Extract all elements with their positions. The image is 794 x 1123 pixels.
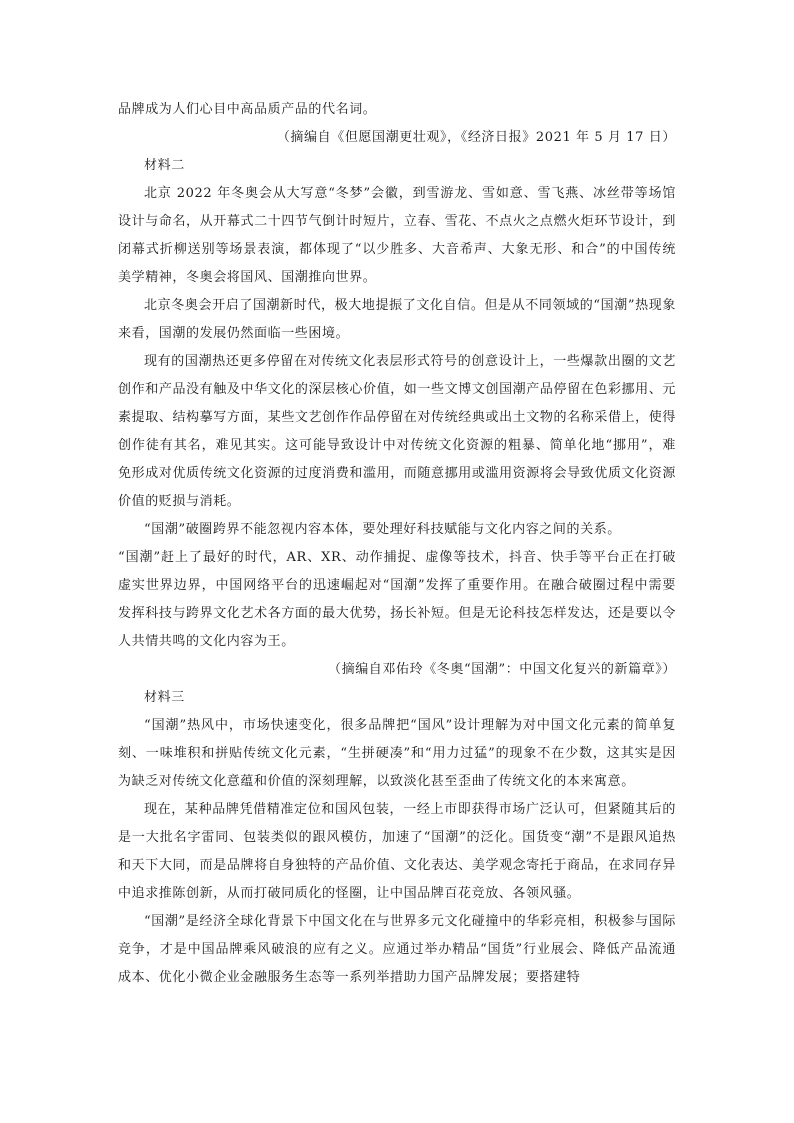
material-2-paragraph-5: “国潮”赶上了最好的时代，AR、XR、动作捕捉、虚像等技术，抖音、快手等平台正在打破虚实世界边界，中国网络平台的迅速崛起对“国潮”发挥了重要作用。在融合破圈过程中需要发挥科技与跨界文化艺术各方面的最大优势，扬长补短。但是无论科技怎样发达，还是要以令人共情共鸣的文化内容为王。 xyxy=(118,550,676,649)
material-2-paragraph-1: 北京 2022 年冬奥会从大写意“冬梦”会徽，到雪游龙、雪如意、雪飞燕、冰丝带等场馆设计与命名，从开幕式二十四节气倒计时短片，立春、雪花、不点火之点燃火炬环节设计，到闭幕式折柳送别等场景表演，都体现了“以少胜多、大音希声、大象无形、和合”的中国传统美学精神，冬奥会将国风、国潮推向世界。 xyxy=(118,186,676,285)
material-3-paragraph-2: 现在，某种品牌凭借精准定位和国风包装，一经上市即获得市场广泛认可，但紧随其后的是一大批名字雷同、包装类似的跟风模仿，加速了“国潮”的泛化。国货变“潮”不是跟风追热和天下大同，而是品牌将自身独特的产品价值、文化表达、美学观念寄托于商品，在求同存异中追求推陈创新，从而打破同质化的怪圈，让中国品牌百花竞放、各领风骚。 xyxy=(118,802,676,901)
source-citation-1: （摘编自《但愿国潮更壮观》，《经济日报》2021 年 5 月 17 日） xyxy=(276,130,676,145)
material-2-heading: 材料二 xyxy=(144,158,185,173)
source-citation-2: （摘编自邓佑玲《冬奥“国潮”：中国文化复兴的新篇章》） xyxy=(328,662,676,677)
material-3-paragraph-3: “国潮”是经济全球化背景下中国文化在与世界多元文化碰撞中的华彩亮相，积极参与国际竞争，才是中国品牌乘风破浪的应有之义。应通过举办精品“国货”行业展会、降低产品流通成本、优化小微企业金融服务生态等一系列举措助力国产品牌发展；要搭建特 xyxy=(118,914,676,985)
material-2-paragraph-3: 现有的国潮热还更多停留在对传统文化表层形式符号的创意设计上，一些爆款出圈的文艺创作和产品没有触及中华文化的深层核心价值，如一些文博文创国潮产品停留在色彩挪用、元素提取、结构摹写方面，某些文艺创作作品停留在对传统经典或出土文物的名称采借上，使得创作徒有其名，难见其实。这可能导致设计中对传统文化资源的粗暴、简单化地“挪用”，难免形成对优质传统文化资源的过度消费和滥用，而随意挪用或滥用资源将会导致优质文化资源价值的贬损与消耗。 xyxy=(118,354,676,509)
intro-line: 品牌成为人们心目中高品质产品的代名词。 xyxy=(118,102,377,117)
document-page xyxy=(118,96,676,992)
material-3-heading: 材料三 xyxy=(144,690,185,705)
material-2-paragraph-2: 北京冬奥会开启了国潮新时代，极大地提振了文化自信。但是从不同领域的“国潮”热现象来看，国潮的发展仍然面临一些困境。 xyxy=(118,298,676,341)
material-2-paragraph-4: “国潮”破圈跨界不能忽视内容本体，要处理好科技赋能与文化内容之间的关系。 xyxy=(144,522,621,537)
material-3-paragraph-1: “国潮”热风中，市场快速变化，很多品牌把“国风”设计理解为对中国文化元素的简单复刻、一味堆积和拼贴传统文化元素，“生拼硬凑”和“用力过猛”的现象不在少数，这其实是因为缺乏对传统文化意蕴和价值的深刻理解，以致淡化甚至歪曲了传统文化的本来寓意。 xyxy=(118,718,676,789)
